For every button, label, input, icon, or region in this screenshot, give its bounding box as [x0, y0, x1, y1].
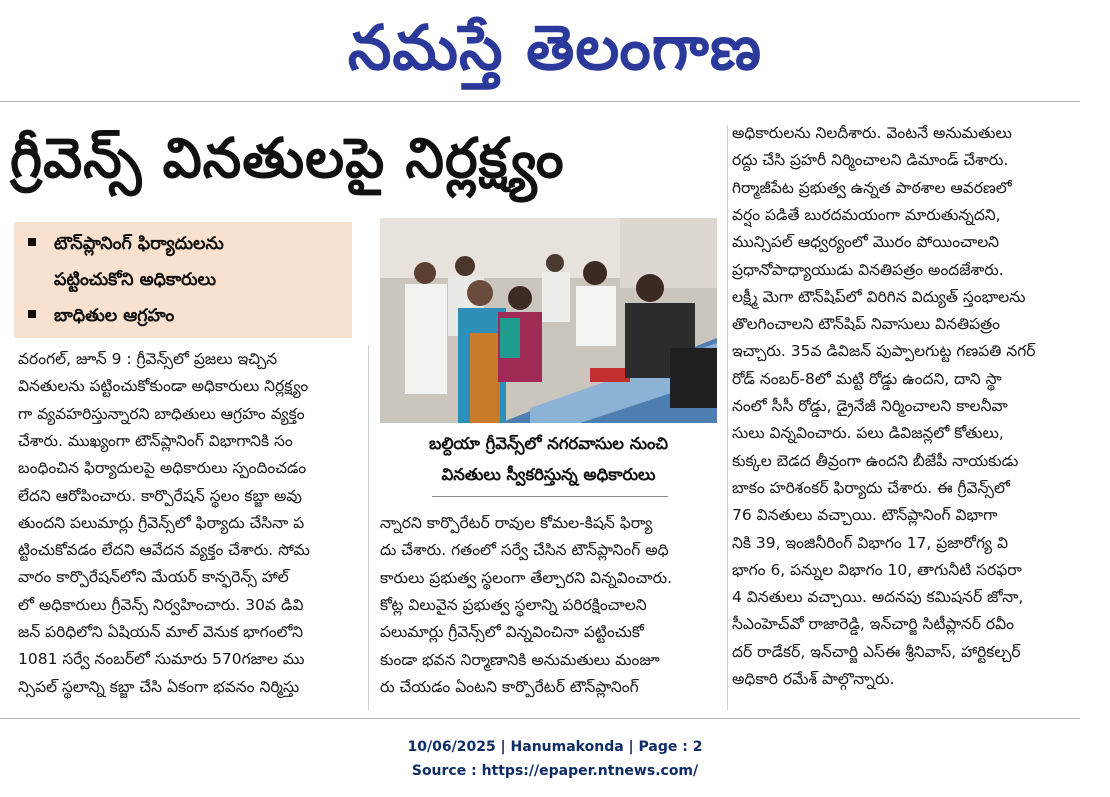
column-divider: [368, 345, 369, 710]
article-text-line: వర్షం పడితే బురదమయంగా మారుతున్నదని,: [732, 205, 1001, 224]
article-text-line: లో అధికారులు గ్రీవెన్స్ నిర్వహించారు. 30వ డివి: [18, 595, 304, 614]
article-text-line: కోట్ల విలువైన ప్రభుత్వ స్థలాన్ని పరిరక్షించాలని: [380, 595, 647, 614]
article-text-line: దు చేశారు. గతంలో సర్వే చేసిన టౌన్‌ప్లానింగ్ అధి: [380, 541, 669, 560]
article-text-line: భాగం 6, పన్నుల విభాగం 10, తాగునీటి సరఫరా: [732, 560, 1022, 579]
article-text-line: లేదని ఆరోపించారు. కార్పొరేషన్ స్థలం కబ్జా అవు: [18, 486, 302, 505]
article-text-line: అధికారులను నిలదీశారు. వెంటనే అనుమతులు: [732, 124, 1012, 142]
masthead-rule: [0, 101, 1080, 102]
highlight-item: [14, 226, 352, 298]
highlights-box: [14, 222, 352, 338]
article-text-line: రు చేయడం ఏంటని కార్పొరేటర్ టౌన్‌ప్లానింగ్: [380, 677, 639, 696]
highlight-text: పట్టించుకోని అధికారులు: [54, 270, 217, 290]
article-text-line: గిర్మాజీపేట ప్రభుత్వ ఉన్నత పాఠశాల ఆవరణలో: [732, 178, 1012, 197]
article-text-line: సులు విన్నవించారు. పలు డివిజన్లలో కోతులు,: [732, 424, 1004, 443]
bullet-square-icon: [28, 310, 36, 318]
article-text-line: దర్ రాడేకర్, ఇన్‌చార్జి ఎస్ఈ శ్రీనివాస్, హార్టికల్చర్: [732, 642, 1021, 661]
article-text-line: మున్సిపల్ ఆధ్వర్యంలో మొరం పోయించాలని: [732, 233, 1000, 252]
highlight-text: టౌన్‌ప్లానింగ్ ఫిర్యాదులను: [54, 234, 224, 254]
highlight-item: [14, 298, 352, 334]
article-text-line: న్నారని కార్పొరేటర్ రావుల కోమల-కిషన్ ఫిర్యా: [380, 514, 653, 532]
page-footer: [0, 735, 1110, 783]
article-text-line: 1081 సర్వే నంబర్‌లో సుమారు 570గజాల ము: [18, 650, 305, 669]
footer-date-edition: 10/06/2025 | Hanumakonda | Page : 2: [407, 739, 703, 755]
article-text-line: లక్ష్మీ మెగా టౌన్‌షిప్‌లో విరిగిన విద్యుత్ స్తంభాలను: [732, 287, 1026, 306]
footer-rule: [0, 718, 1080, 719]
article-text-line: ప్రధానోపాధ్యాయుడు వినతిపత్రం అందజేశారు.: [732, 260, 1004, 279]
article-text-line: రోడ్ నంబర్-8లో మట్టి రోడ్డు ఉందని, దాని స్థా: [732, 369, 1002, 388]
article-text-line: వారం కార్పొరేషన్‌లోని మేయర్ కాన్ఫరెన్స్ హాల్: [18, 568, 289, 587]
bullet-square-icon: [28, 238, 36, 246]
caption-line: వినతులు స్వీకరిస్తున్న అధికారులు: [441, 465, 656, 484]
article-text-line: గా వ్యవహరిస్తున్నారని బాధితులు ఆగ్రహం వ్యక్తం: [18, 404, 305, 423]
caption-rule: [432, 496, 668, 497]
article-text-line: 4 వినతులు వచ్చాయి. అదనపు కమిషనర్ జోనా,: [732, 588, 1024, 607]
highlight-text: బాధితుల ఆగ్రహం: [54, 306, 175, 326]
article-text-line: వరంగల్, జూన్ 9 : గ్రీవెన్స్‌లో ప్రజలు ఇచ్చిన: [18, 350, 278, 368]
column-divider: [727, 125, 728, 710]
newspaper-masthead: నమస్తే తెలంగాణ: [347, 11, 763, 84]
article-text-line: బంధించిన ఫిర్యాదులపై అధికారులు స్పందించడం: [18, 459, 307, 478]
article-text-line: కుండా భవన నిర్మాణానికి అనుమతులు మంజూ: [380, 650, 660, 669]
article-text-line: జన్ పరిధిలోని ఏషియన్ మాల్ వెనుక భాగంలోని: [18, 623, 304, 641]
photo-caption: [380, 428, 717, 492]
article-text-line: సీఎంహెచ్‌వో రాజారెడ్డి, ఇన్‌చార్జి సిటీప్లానర్ రవీం: [732, 615, 1014, 634]
grievance-photo-illustration: [380, 218, 717, 423]
article-text-line: నికి 39, ఇంజినీరింగ్ విభాగం 17, ప్రజారోగ్య వి: [732, 533, 1008, 552]
article-text-line: వినతులను పట్టించుకోకుండా అధికారులు నిర్లక్ష్యం: [18, 377, 309, 396]
article-text-line: బాకం హరిశంకర్ ఫిర్యాదు చేశారు. ఈ గ్రీవెన్స్‌లో: [732, 478, 1010, 497]
caption-line: బల్దియా గ్రీవెన్స్‌లో నగరవాసుల నుంచి: [428, 434, 669, 453]
article-text-line: తుందని పలుమార్లు గ్రీవెన్స్‌లో ఫిర్యాదు చేసినా ప: [18, 513, 305, 532]
article-text-line: ఇచ్చారు. 35వ డివిజన్ పుప్పాలగుట్ట గణపతి నగర్: [732, 342, 1036, 361]
article-text-line: తొలగించాలని టౌన్‌షిప్ నివాసులు వినతిపత్రం: [732, 315, 1001, 334]
article-text-line: రద్దు చేసి ప్రహరీ నిర్మించాలని డిమాండ్ చేశారు.: [732, 151, 1009, 170]
article-text-line: ట్టించుకోవడం లేదని ఆవేదన వ్యక్తం చేశారు. సోమ: [18, 541, 310, 560]
article-photo: [380, 218, 717, 423]
article-headline: గ్రీవెన్స్ వినతులపై నిర్లక్ష్యం: [10, 126, 565, 190]
article-text-line: కారులు ప్రభుత్వ స్థలంగా తేల్చారని విన్నవించారు.: [380, 568, 673, 587]
article-text-line: పలుమార్లు గ్రీవెన్స్‌లో విన్నవించినా పట్టించుకో: [380, 623, 644, 642]
footer-source-link[interactable]: Source : https://epaper.ntnews.com/: [411, 763, 699, 779]
article-text-line: న్సిపల్ స్థలాన్ని కబ్జా చేసి ఏకంగా భవనం నిర్మిస్తు: [18, 677, 300, 696]
article-text-line: కుక్కల బెడద తీవ్రంగా ఉందని బీజేపీ నాయకుడు: [732, 451, 1019, 470]
article-text-line: 76 వినతులు వచ్చాయి. టౌన్‌ప్లానింగ్ విభాగా: [732, 506, 998, 525]
article-text-line: అధికారి రమేశ్ పాల్గొన్నారు.: [732, 670, 895, 688]
article-text-line: చేశారు. ముఖ్యంగా టౌన్‌ప్లానింగ్ విభాగానికి సం: [18, 431, 293, 450]
article-text-line: నంలో సీసీ రోడ్డు, డ్రైనేజీ నిర్మించాలని కాలనీవా: [732, 397, 1008, 415]
